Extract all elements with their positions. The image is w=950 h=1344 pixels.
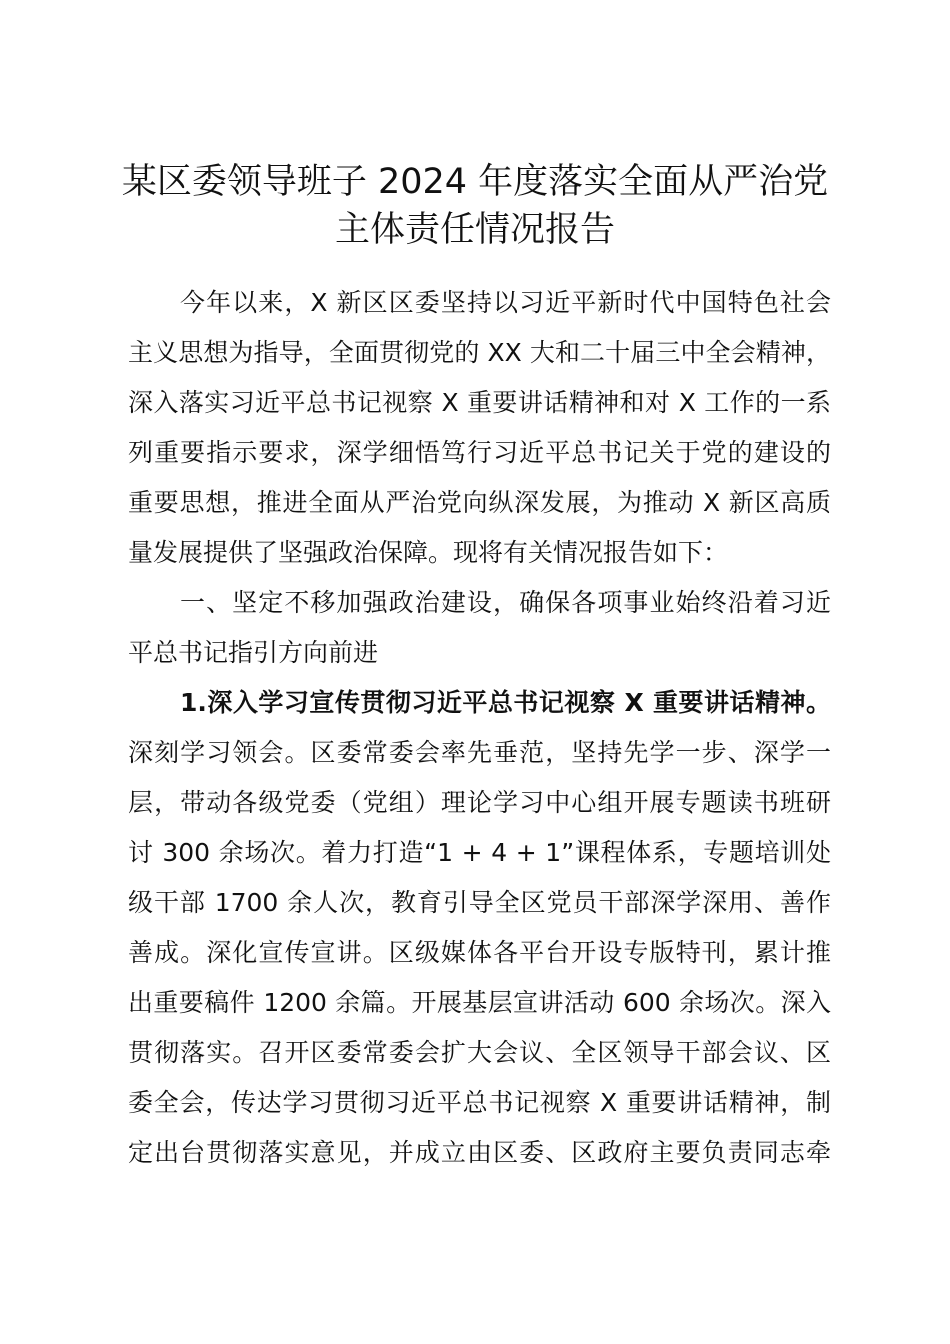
body-paragraph-line: 定出台贯彻落实意见，并成立由区委、区政府主要负责同志牵 xyxy=(128,1138,831,1167)
body-paragraph-line: 委全会，传达学习贯彻习近平总书记视察 X 重要讲话精神，制 xyxy=(128,1088,831,1117)
intro-paragraph-line: 主义思想为指导，全面贯彻党的 XX 大和二十届三中全会精神， xyxy=(128,338,831,367)
body-paragraph-line: 深刻学习领会。区委常委会率先垂范，坚持先学一步、深学一 xyxy=(128,738,831,767)
intro-paragraph-line: 量发展提供了坚强政治保障。现将有关情况报告如下： xyxy=(128,538,729,567)
section-heading-line: 平总书记指引方向前进 xyxy=(128,638,379,667)
body-paragraph-line: 讨 300 余场次。着力打造“1 + 4 + 1”课程体系，专题培训处 xyxy=(128,838,831,867)
title-line-2: 主体责任情况报告 xyxy=(334,210,615,250)
intro-paragraph-line: 深入落实习近平总书记视察 X 重要讲话精神和对 X 工作的一系 xyxy=(128,388,831,417)
section-heading-line: 一、坚定不移加强政治建设，确保各项事业始终沿着习近 xyxy=(180,588,831,617)
body-paragraph-line: 级干部 1700 余人次，教育引导全区党员干部深学深用、善作 xyxy=(128,888,831,917)
body-paragraph-line: 出重要稿件 1200 余篇。开展基层宣讲活动 600 余场次。深入 xyxy=(128,988,831,1017)
title-line-1: 某区委领导班子 2024 年度落实全面从严治党 xyxy=(121,162,829,202)
body-paragraph-line: 层，带动各级党委（党组）理论学习中心组开展专题读书班研 xyxy=(128,788,831,817)
subsection-heading: 1.深入学习宣传贯彻习近平总书记视察 X 重要讲话精神。 xyxy=(180,688,831,717)
intro-paragraph-line: 重要思想，推进全面从严治党向纵深发展，为推动 X 新区高质 xyxy=(128,488,831,517)
body-paragraph-line: 贯彻落实。召开区委常委会扩大会议、全区领导干部会议、区 xyxy=(128,1038,831,1067)
intro-paragraph-line: 列重要指示要求，深学细悟笃行习近平总书记关于党的建设的 xyxy=(128,438,831,467)
body-paragraph-line: 善成。深化宣传宣讲。区级媒体各平台开设专版特刊，累计推 xyxy=(128,938,831,967)
intro-paragraph-line: 今年以来，X 新区区委坚持以习近平新时代中国特色社会 xyxy=(180,288,831,317)
